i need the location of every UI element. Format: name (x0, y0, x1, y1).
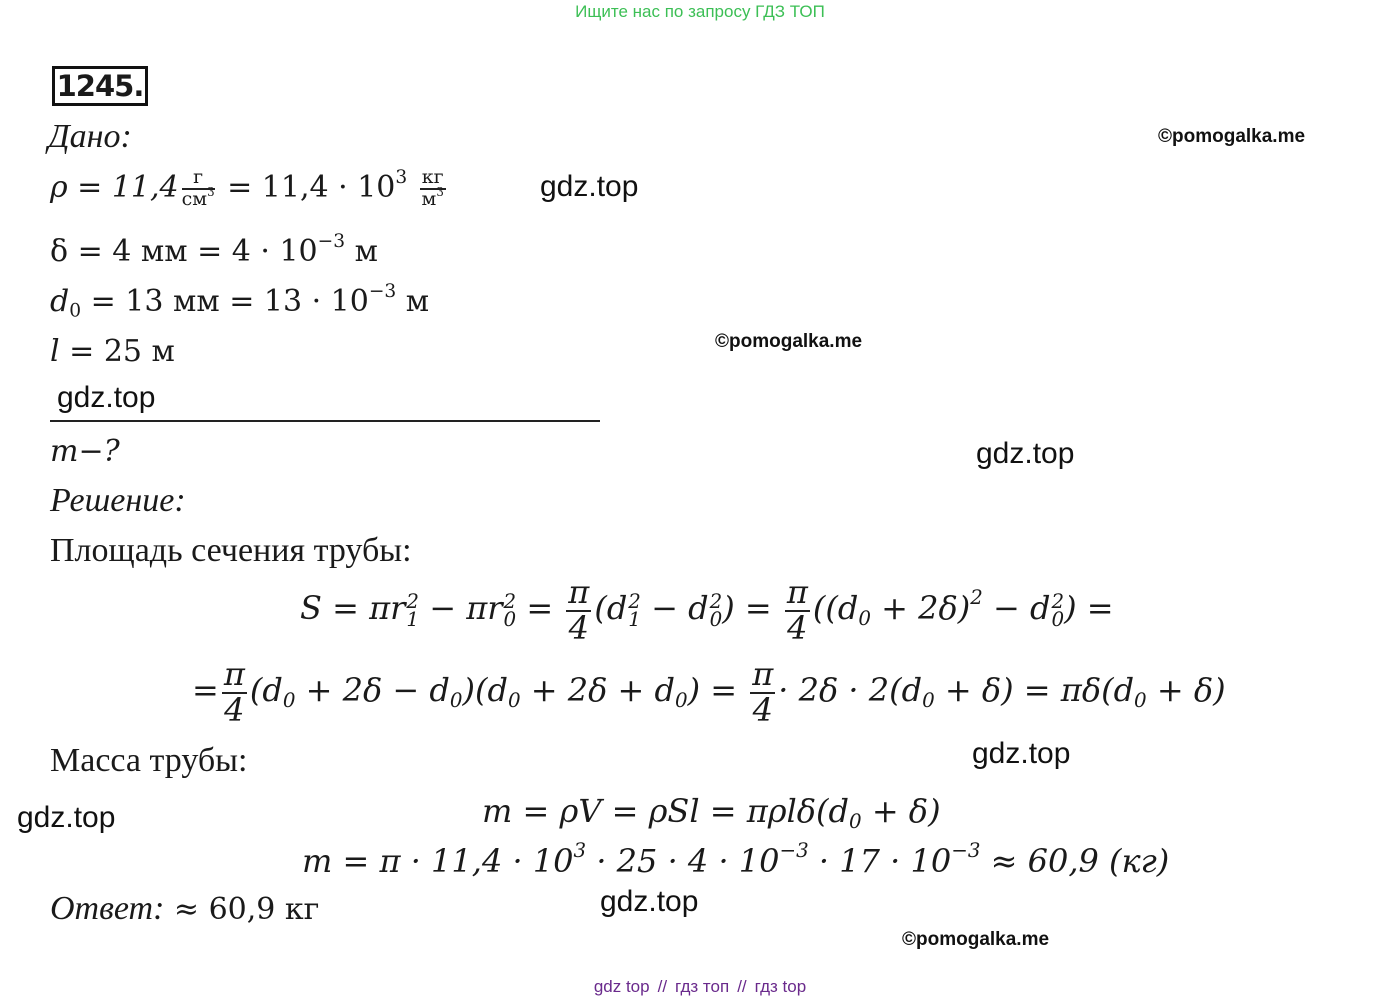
answer-line: Ответ: ≈ 60,9 кг (50, 890, 320, 927)
mass-formula-line1: $m = \rho V = \rho Sl = \pi\rho l\delta(d_0 + \delta)$ (482, 792, 941, 833)
area-formula-line2: = $\frac{\pi}{4}$ $(d_0 + 2\delta - d_0)(d_0 + 2\delta + d_0)$ = $\frac{\pi}{4}$ · $2\delta \cdot 2(d_0 + \delta) = \pi\delta(d_0 + \delta)$ (192, 655, 1226, 729)
watermark-gdz: gdz.top (976, 437, 1075, 470)
given-delta: δ = 4 мм = $4 \cdot 10^{-3}$ м (50, 231, 378, 269)
area-label: Площадь сечения трубы: (50, 532, 412, 569)
footer-link[interactable]: гдз топ (675, 977, 730, 996)
given-d0: $d_0 = 13$ мм = $13 \cdot 10^{-3}$ м (50, 281, 430, 322)
mass-label: Масса трубы: (50, 742, 248, 779)
watermark-gdz: gdz.top (972, 737, 1071, 770)
footer-separator: // (737, 977, 747, 996)
watermark-gdz: gdz.top (540, 170, 639, 203)
footer-separator: // (657, 977, 668, 996)
footer-links (0, 977, 1400, 997)
watermark-copyright: ©pomogalka.me (902, 929, 1050, 950)
footer-link[interactable]: gdz top (593, 977, 650, 996)
watermark-copyright: ©pomogalka.me (1158, 126, 1306, 147)
watermark-gdz: gdz.top (600, 885, 699, 918)
given-l: l = 25 м (50, 334, 175, 369)
find-line: m−? (50, 434, 120, 469)
solution-heading: Решение: (50, 482, 186, 519)
given-divider (50, 420, 600, 422)
watermark-gdz: gdz.top (57, 381, 156, 414)
given-rho: ρ = 11,4 $\frac{г}{см^3}$ = $11,4 \cdot 10^3$ $\frac{кг}{м^3}$ (50, 166, 444, 210)
problem-number: 1245. (52, 66, 148, 106)
mass-formula-line2: $m = \pi \cdot 11,4 \cdot 10^3 \cdot 25 \cdot 4 \cdot 10^{-3} \cdot 17 \cdot 10^{-3} \approx 60,9$ (кг) (302, 839, 1170, 880)
watermark-gdz: gdz.top (17, 801, 116, 834)
area-formula-line1: S = πr 2 1 − πr 2 0 = $\frac{\pi}{4}$ (d 2 1 − d 2 0 ) = $\frac{\pi}{4}$ ($(d_0 + 2\delta)^2 - d$ 2 0 ) = (300, 573, 1114, 647)
top-banner: Ищите нас по запросу ГДЗ ТОП (575, 2, 825, 21)
footer-link[interactable]: гдз top (754, 977, 807, 996)
given-heading: Дано: (48, 118, 132, 155)
watermark-copyright: ©pomogalka.me (715, 331, 863, 352)
